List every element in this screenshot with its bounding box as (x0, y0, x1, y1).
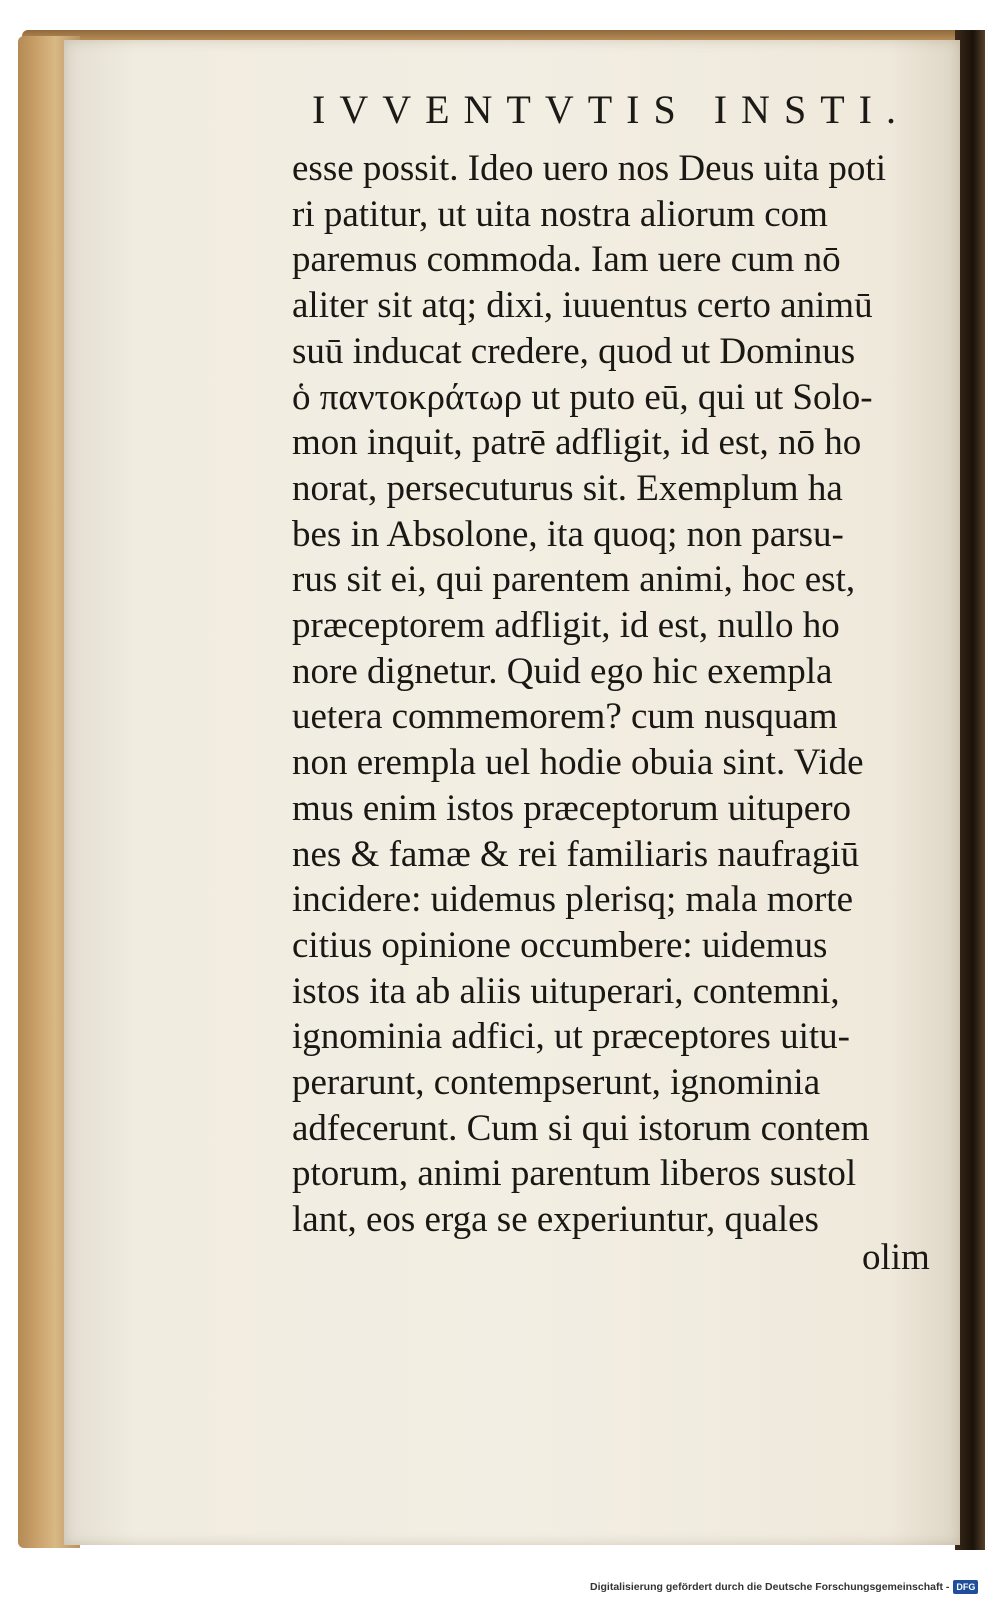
credit-text: Digitalisierung gefördert durch die Deutsche Forschungsgemeinschaft - (590, 1581, 950, 1593)
text-line: non erempla uel hodie obuia sint. Vide (292, 742, 864, 784)
text-line: incidere: uidemus plerisq; mala morte (292, 879, 853, 921)
text-line: præceptorem adfligit, id est, nullo ho (292, 605, 840, 647)
text-line: istos ita ab aliis uituperari, contemni, (292, 970, 840, 1012)
text-line: norat, persecuturus sit. Exemplum ha (292, 467, 843, 509)
text-line: ri patitur, ut uita nostra aliorum com (292, 193, 828, 235)
text-line: citius opinione occumbere: uidemus (292, 924, 828, 966)
text-line: aliter sit atq; dixi, iuuentus certo animū (292, 285, 873, 327)
text-line: esse possit. Ideo uero nos Deus uita poti (292, 148, 886, 189)
text-line: ignominia adfici, ut præceptores uitu- (292, 1016, 850, 1058)
text-line: bes in Absolone, ita quoq; non parsu- (292, 513, 844, 555)
text-line: suū inducat credere, quod ut Dominus (292, 330, 856, 372)
text-line: uetera commemorem? cum nusquam (292, 696, 838, 738)
text-block (292, 146, 952, 1243)
text-line: mon inquit, patrē adfligit, id est, nō ho (292, 422, 862, 464)
running-head: IVVENTVTIS INSTI. (312, 87, 910, 132)
text-line: nes & famæ & rei familiaris naufragiū (292, 833, 860, 875)
text-line: lant, eos erga se experiuntur, quales (292, 1199, 819, 1241)
text-line: ὁ παντοκράτωρ ut puto eū, qui ut Solo- (292, 376, 873, 418)
digitization-credit (590, 1580, 994, 1594)
text-line: nore dignetur. Quid ego hic exempla (292, 650, 833, 692)
catchword: olim (862, 1237, 930, 1278)
dfg-logo: DFG (953, 1580, 978, 1594)
text-line: mus enim istos præceptorum uitupero (292, 787, 852, 829)
text-line: paremus commoda. Iam uere cum nō (292, 239, 841, 281)
text-line: ptorum, animi parentum liberos sustol (292, 1153, 857, 1195)
text-line: adfecerunt. Cum si qui istorum contem (292, 1107, 870, 1149)
text-line: perarunt, contempserunt, ignominia (292, 1062, 821, 1104)
text-line: rus sit ei, qui parentem animi, hoc est, (292, 559, 856, 601)
